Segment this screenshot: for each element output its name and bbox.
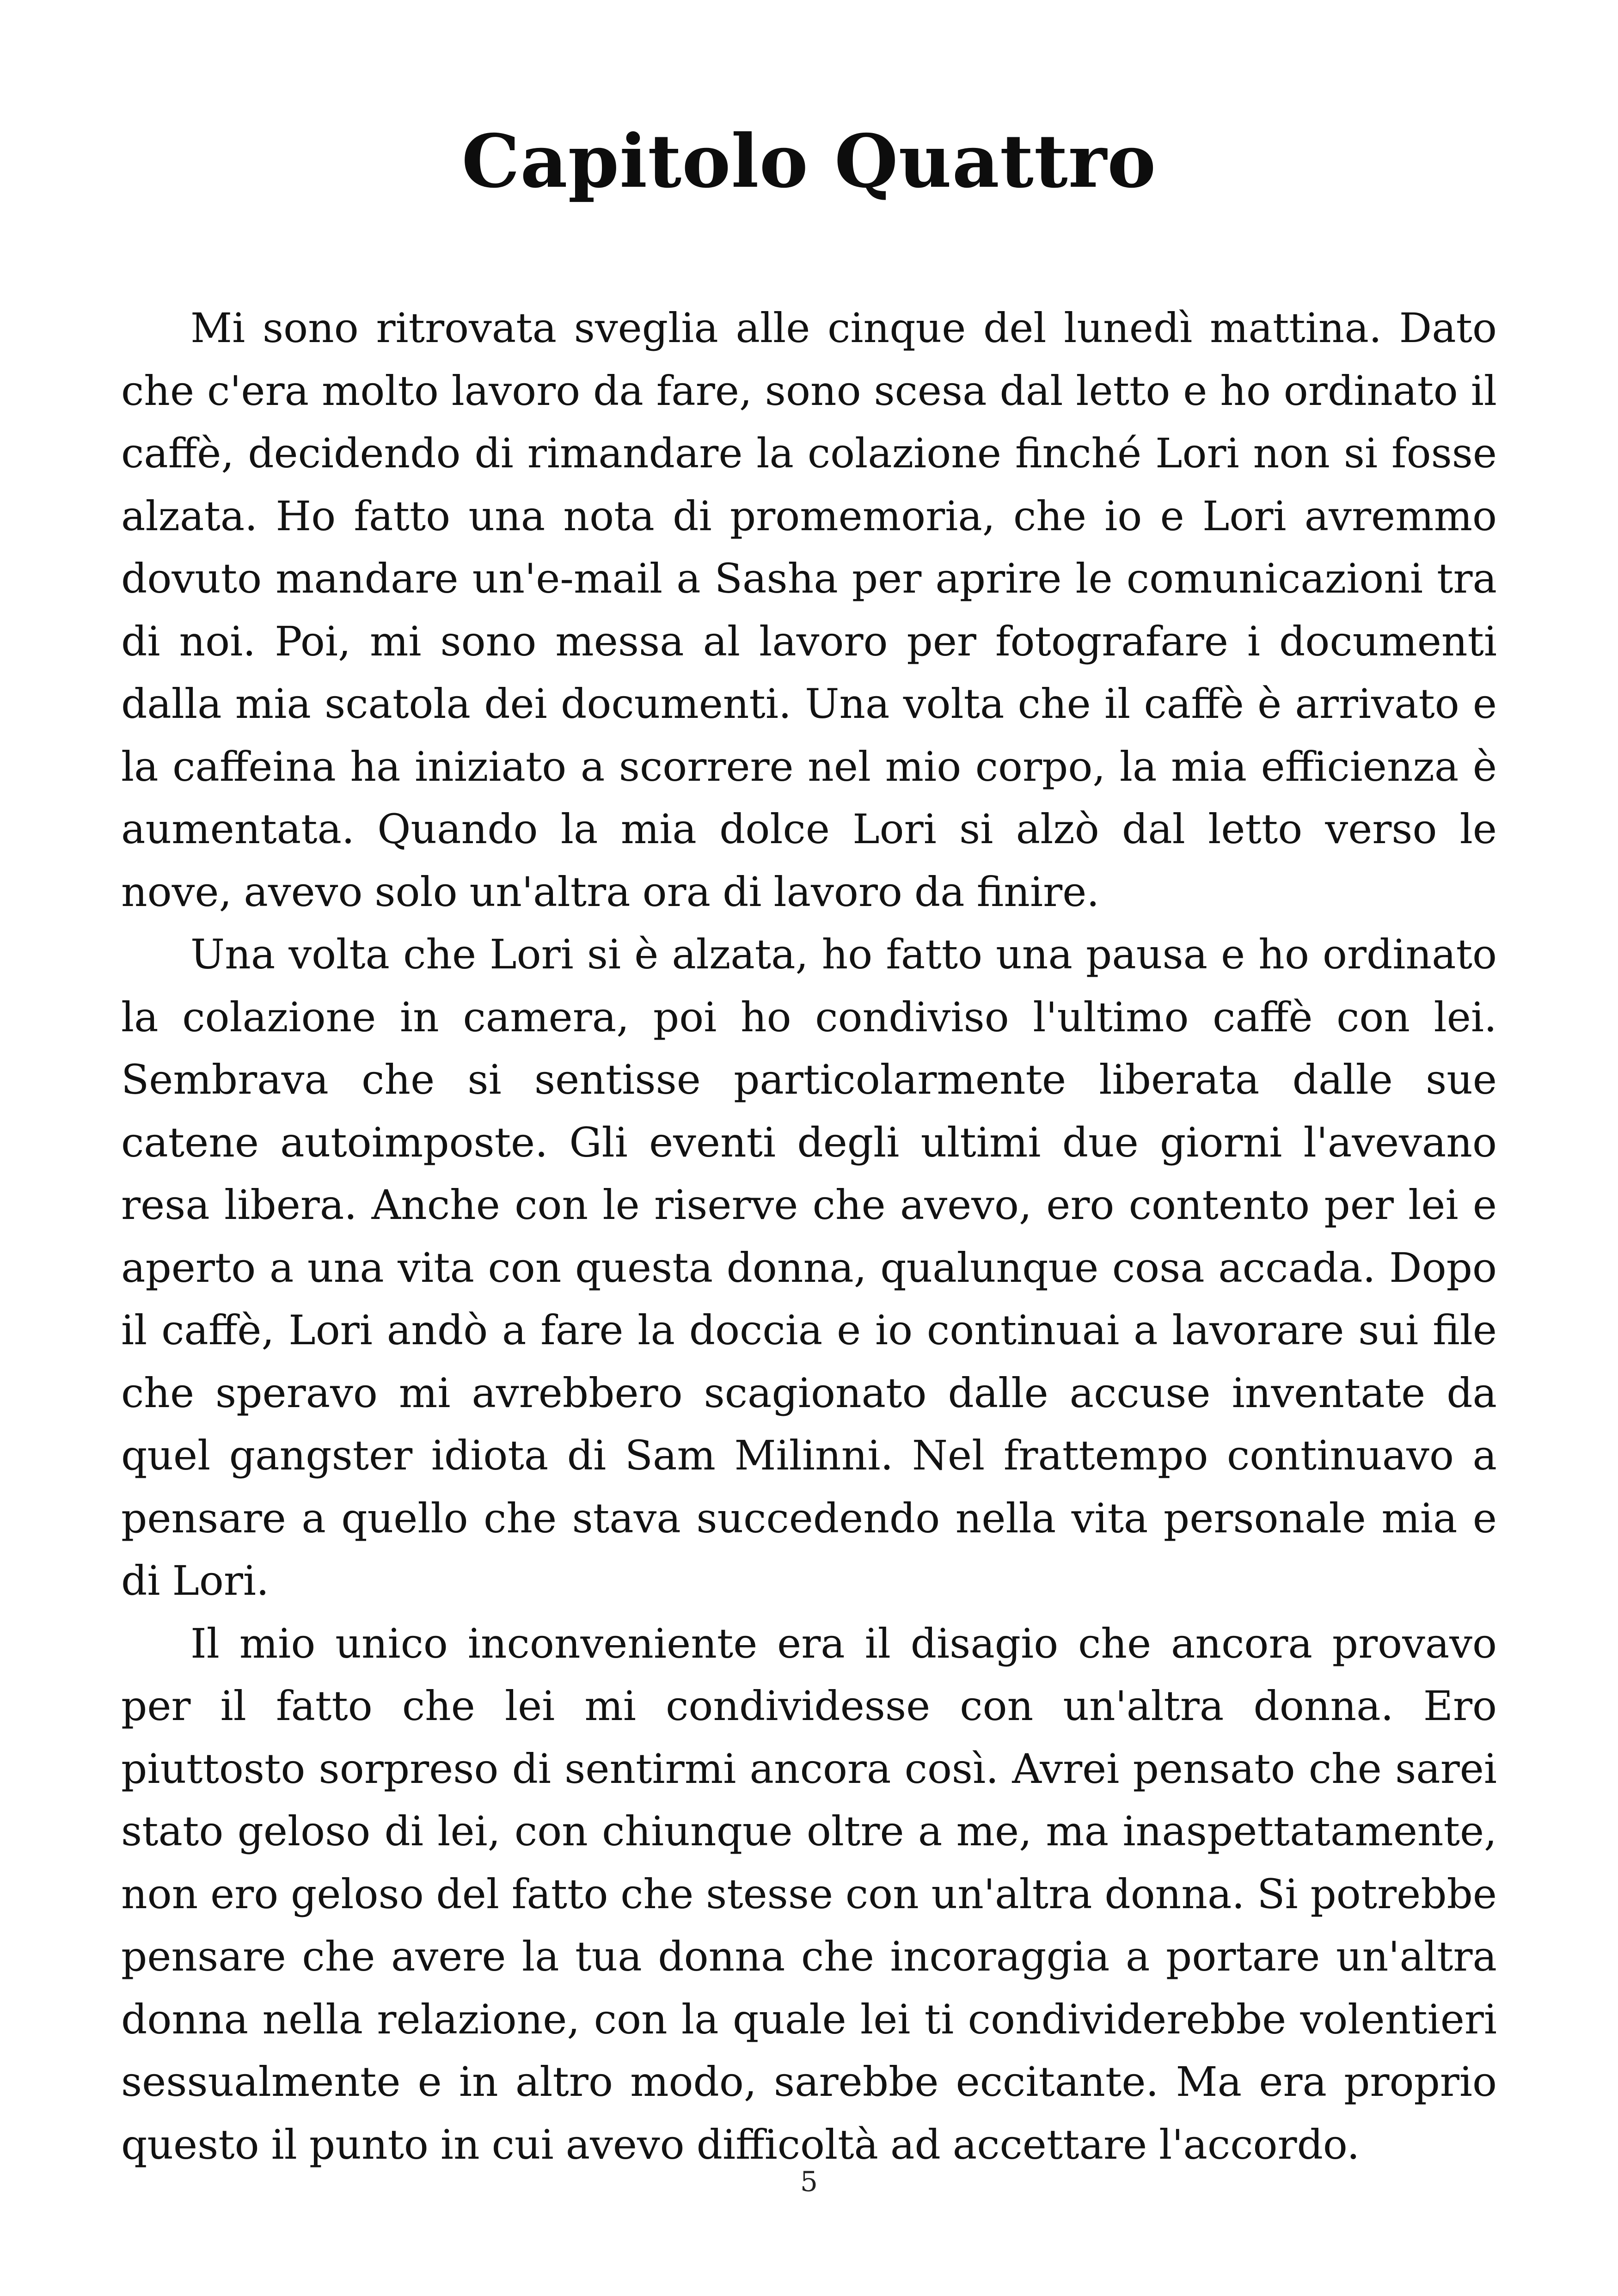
chapter-body xyxy=(121,297,1497,2176)
chapter-title: Capitolo Quattro xyxy=(461,119,1157,204)
paragraph-1: Mi sono ritrovata sveglia alle cinque del lunedì mattina. Dato che c'era molto lavoro da fare, sono scesa dal letto e ho ordinato il caffè, decidendo di rimandare la colazione finché Lori non si fosse alzata. Ho fatto una nota di promemoria, che io e Lori avremmo dovuto mandare un'e-mail a Sasha per aprire le comunicazioni tra di noi. Poi, mi sono messa al lavoro per fotografare i documenti dalla mia scatola dei documenti. Una volta che il caffè è arrivato e la caffeina ha iniziato a scorrere nel mio corpo, la mia efficienza è aumentata. Quando la mia dolce Lori si alzò dal letto verso le nove, avevo solo un'altra ora di lavoro da finire. xyxy=(121,304,1497,916)
page-number: 5 xyxy=(800,2166,818,2198)
paragraph-3: Il mio unico inconveniente era il disagio che ancora provavo per il fatto che lei mi condividesse con un'altra donna. Ero piuttosto sorpreso di sentirmi ancora così. Avrei pensato che sarei stato geloso di lei, con chiunque oltre a me, ma inaspettatamente, non ero geloso del fatto che stesse con un'altra donna. Si potrebbe pensare che avere la tua donna che incoraggia a portare un'altra donna nella relazione, con la quale lei ti condividerebbe volentieri sessualmente e in altro modo, sarebbe eccitante. Ma era proprio questo il punto in cui avevo difficoltà ad accettare l'accordo. xyxy=(121,1619,1497,2168)
paragraph-2: Una volta che Lori si è alzata, ho fatto una pausa e ho ordinato la colazione in camera, poi ho condiviso l'ultimo caffè con lei. Sembrava che si sentisse particolarmente liberata dalle sue catene autoimposte. Gli eventi degli ultimi due giorni l'avevano resa libera. Anche con le riserve che avevo, ero contento per lei e aperto a una vita con questa donna, qualunque cosa accada. Dopo il caffè, Lori andò a fare la doccia e io continuai a lavorare sui file che speravo mi avrebbero scagionato dalle accuse inventate da quel gangster idiota di Sam Milinni. Nel frattempo continuavo a pensare a quello che stava succedendo nella vita personale mia e di Lori. xyxy=(121,931,1497,1604)
